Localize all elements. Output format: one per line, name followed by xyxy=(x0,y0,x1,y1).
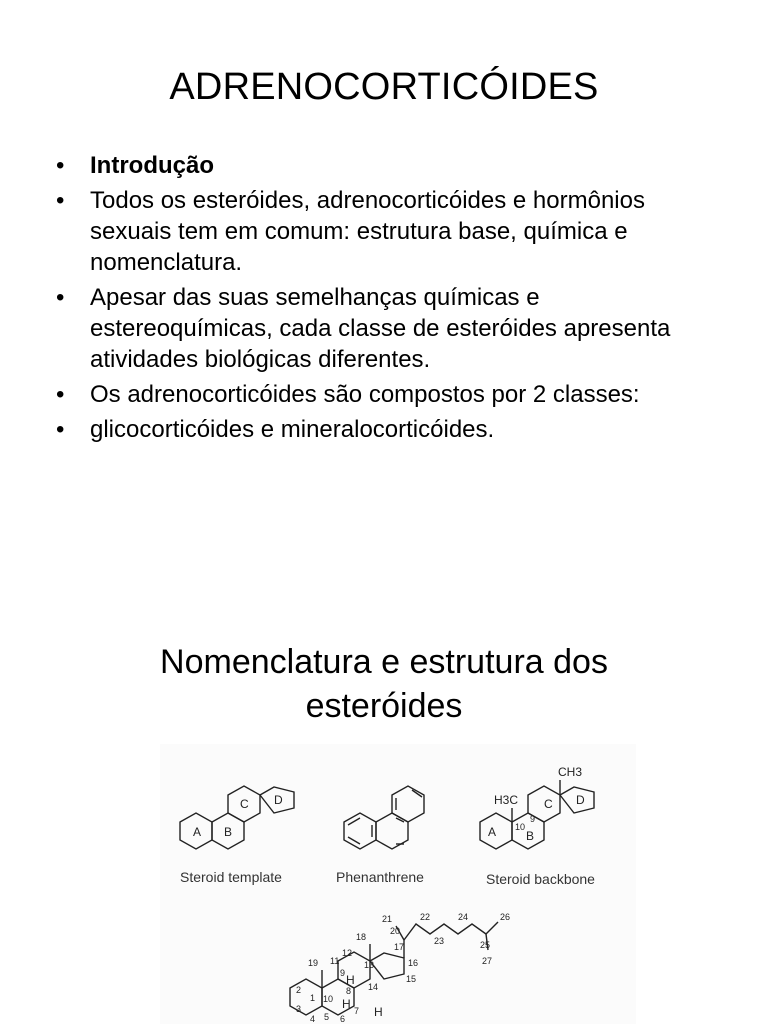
bullet-text: Todos os esteróides, adrenocorticóides e hormônios sexuais tem em comum: estrutura base, química e nomenclatura. xyxy=(90,187,645,276)
atom-number: 5 xyxy=(324,1012,330,1022)
bullet-item xyxy=(56,379,676,410)
bullet-list xyxy=(56,150,676,449)
bullet-glyph: • xyxy=(56,187,65,214)
atom-number: 20 xyxy=(390,926,401,936)
bullet-item xyxy=(56,185,676,278)
bullet-text: Introdução xyxy=(90,152,214,179)
atom-number: 18 xyxy=(356,932,367,942)
atom-number: 10 xyxy=(323,994,334,1004)
slide-title: ADRENOCORTICÓIDES xyxy=(169,66,599,108)
atom-number: 2 xyxy=(296,985,302,995)
atom-number: 23 xyxy=(434,936,445,946)
bullet-glyph: • xyxy=(56,416,65,443)
backbone-label-b: B xyxy=(526,829,535,843)
title-line-2: esteróides xyxy=(305,687,463,725)
backbone-number-10: 10 xyxy=(515,822,526,832)
ring-label-b: B xyxy=(224,825,233,839)
atom-number: 6 xyxy=(340,1014,346,1024)
caption-steroid-backbone: Steroid backbone xyxy=(486,871,595,887)
bullet-item xyxy=(56,150,676,181)
bullet-text: Os adrenocorticóides são compostos por 2 classes: xyxy=(90,381,640,408)
atom-number: 25 xyxy=(480,940,491,950)
atom-number: 13 xyxy=(364,960,375,970)
backbone-label-d: D xyxy=(576,793,585,807)
slide-title xyxy=(84,640,684,728)
slide-2 xyxy=(0,600,768,1024)
hydrogen-label: H xyxy=(346,973,355,987)
atom-number: 16 xyxy=(408,958,419,968)
atom-number: 24 xyxy=(458,912,469,922)
atom-number: 17 xyxy=(394,942,405,952)
atom-number: 15 xyxy=(406,974,417,984)
atom-number: 7 xyxy=(354,1006,360,1016)
atom-number: 12 xyxy=(342,948,353,958)
atom-number: 4 xyxy=(310,1014,316,1024)
bullet-item xyxy=(56,414,676,445)
atom-number: 26 xyxy=(500,912,511,922)
hydrogen-label: H xyxy=(374,1005,383,1019)
bullet-glyph: • xyxy=(56,381,65,408)
ring-label-c: C xyxy=(240,797,249,811)
phenanthrene-ring-3 xyxy=(392,786,424,822)
label-ch3: CH3 xyxy=(558,765,583,779)
atom-number: 22 xyxy=(420,912,431,922)
title-line-1: Nomenclatura e estrutura dos xyxy=(160,643,608,681)
caption-phenanthrene: Phenanthrene xyxy=(336,869,424,885)
bullet-glyph: • xyxy=(56,152,65,179)
backbone-number-9: 9 xyxy=(530,814,536,824)
bullet-text: Apesar das suas semelhanças químicas e estereoquímicas, cada classe de esteróides apresenta atividades biológicas diferentes. xyxy=(90,284,671,373)
label-h3c: H3C xyxy=(494,793,519,807)
atom-number: 3 xyxy=(296,1004,302,1014)
bullet-text: glicocorticóides e mineralocorticóides. xyxy=(90,416,495,443)
bullet-item xyxy=(56,282,676,375)
backbone-label-a: A xyxy=(488,825,497,839)
ring-label-d: D xyxy=(274,793,283,807)
caption-steroid-template: Steroid template xyxy=(180,869,282,885)
atom-number: 14 xyxy=(368,982,379,992)
ring-label-a: A xyxy=(193,825,202,839)
steroid-structures-figure xyxy=(160,744,636,1024)
backbone-label-c: C xyxy=(544,797,553,811)
bullet-glyph: • xyxy=(56,284,65,311)
hydrogen-label: H xyxy=(342,997,351,1011)
atom-number: 19 xyxy=(308,958,319,968)
atom-number: 9 xyxy=(340,968,346,978)
atom-number: 21 xyxy=(382,914,393,924)
atom-number: 27 xyxy=(482,956,493,966)
atom-number: 11 xyxy=(330,956,340,966)
atom-number: 8 xyxy=(346,986,352,996)
atom-number: 1 xyxy=(310,993,316,1003)
